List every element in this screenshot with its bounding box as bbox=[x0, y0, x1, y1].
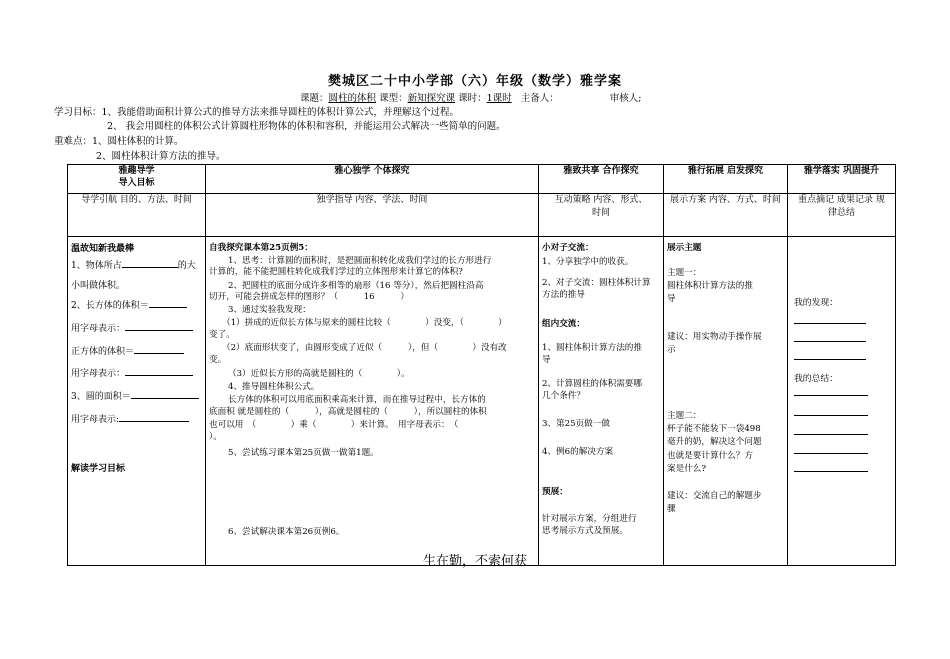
subheader-col-4: 展示方案 内容、方式、时间 bbox=[664, 194, 788, 237]
lesson-info-line bbox=[300, 90, 641, 104]
self-study-cell bbox=[206, 237, 539, 566]
header-col-3: 雅致共享 合作探究 bbox=[539, 165, 664, 194]
header-col-2: 雅心独学 个体探究 bbox=[206, 165, 539, 194]
cooperation-cell bbox=[539, 237, 664, 566]
group-exchange-item-1: 1、圆柱体积计算方法的推 bbox=[542, 343, 642, 353]
summary-line-3[interactable] bbox=[794, 434, 868, 435]
theme-1-advice-end: 示 bbox=[667, 345, 676, 355]
self-study-line-5: 3、通过实验我发现： bbox=[228, 305, 311, 315]
review-q2-formula: 用字母表示： bbox=[71, 321, 193, 334]
self-study-line-6: （1）拼成的近似长方体与原来的圆柱比较（ ）没变，（ ） bbox=[222, 318, 507, 328]
self-study-line-15: ）。 bbox=[209, 432, 222, 442]
theme-1-label: 主题一： bbox=[667, 268, 702, 278]
presentation-title: 展示主题 bbox=[667, 243, 702, 253]
reviewer-label: 审核人; bbox=[609, 93, 642, 104]
theme-2-line-2: 毫升的奶，解决这个问题 bbox=[667, 437, 762, 447]
my-summary-label: 我的总结： bbox=[794, 374, 838, 384]
review-objectives-note: 解读学习目标 bbox=[71, 464, 126, 474]
self-study-line-2: 计算的，能不能把圆柱转化成我们学过的立体图形来计算它的体积? bbox=[209, 267, 463, 277]
summary-line-4[interactable] bbox=[794, 453, 868, 454]
preview-line-1: 针对展示方案，分组进行 bbox=[542, 514, 637, 524]
period-label: 课时： bbox=[458, 93, 487, 104]
review-q3-formula: 用字母表示： bbox=[71, 366, 193, 379]
group-exchange-item-1b: 导 bbox=[542, 355, 551, 365]
objective-line-1: 学习目标：1、我能借助面积计算公式的推导方法来推导圆柱的体积计算公式，并理解这个过程。 bbox=[54, 107, 460, 118]
subheader-col-3: 互动策略 内容、形式、时间 bbox=[539, 194, 664, 237]
review-q1-end: 小叫做体积。 bbox=[71, 281, 126, 291]
pair-exchange-title: 小对子交流： bbox=[542, 243, 594, 253]
presentation-cell bbox=[664, 237, 788, 566]
footer-motto: 生在勤，不索何获 bbox=[422, 554, 527, 569]
review-q4-formula: 用字母表示: bbox=[71, 412, 189, 425]
summary-line-1[interactable] bbox=[794, 395, 868, 396]
group-exchange-item-2: 2、计算圆柱的体积需要哪 bbox=[542, 379, 642, 389]
theme-2-advice: 建议：交流自己的解题步 bbox=[667, 491, 762, 501]
self-study-line-12: 长方体的体积可以用底面积乘高来计算，而在推导过程中，长方体的 bbox=[228, 395, 486, 405]
group-exchange-title: 组内交流： bbox=[542, 319, 585, 329]
review-q4: 3、圆的面积＝ bbox=[71, 389, 199, 402]
self-study-line-16: 5、尝试练习课本第25页做一做第1题。 bbox=[228, 448, 379, 458]
author-label: 主备人： bbox=[520, 93, 559, 104]
review-cell bbox=[68, 237, 206, 566]
self-study-line-14: 也可以用 （ ）乘（ ）来计算。 用字母表示： （ bbox=[209, 420, 459, 430]
topic-label: 课题： bbox=[300, 93, 329, 104]
self-study-line-7: 变了。 bbox=[209, 330, 235, 340]
summary-line-5[interactable] bbox=[794, 471, 868, 472]
findings-line-1[interactable] bbox=[794, 323, 866, 324]
document-title: 樊城区二十中小学部（六）年级（数学）雅学案 bbox=[327, 74, 622, 89]
preview-line-2: 思考展示方式及预展。 bbox=[542, 526, 628, 536]
header-col-5: 雅学落实 巩固提升 bbox=[788, 165, 896, 194]
header-col-4: 雅行拓展 启发探究 bbox=[664, 165, 788, 194]
theme-1-line-2: 导 bbox=[667, 294, 676, 304]
theme-2-line-1: 杯子能不能装下一袋498 bbox=[667, 424, 761, 434]
group-exchange-item-2b: 几个条件？ bbox=[542, 391, 585, 401]
review-title: 温故知新我最棒 bbox=[71, 244, 135, 254]
keypoint-line-1: 重难点：1、圆柱体积的计算。 bbox=[54, 136, 184, 147]
objective-line-2: 2、 我会用圆柱的体积公式计算圆柱形物体的体积和容积，并能运用公式解决一些简单的问题。 bbox=[107, 121, 506, 132]
self-study-line-4: 切开，可能会拼成怎样的图形？（ 16 ） bbox=[209, 292, 409, 302]
theme-1-advice: 建议：用实物动手操作展 bbox=[667, 332, 762, 342]
subheader-col-1: 导学引航 目的、方法、时间 bbox=[68, 194, 206, 237]
theme-1-line-1: 圆柱体积计算方法的推 bbox=[667, 281, 753, 291]
table-subheader-row bbox=[68, 194, 896, 237]
my-findings-label: 我的发现： bbox=[794, 298, 838, 308]
pair-exchange-item-2: 2、对子交流：圆柱体积计算 bbox=[542, 278, 651, 288]
pair-exchange-item-2b: 方法的推导 bbox=[542, 290, 585, 300]
topic-value: 圆柱的体积 bbox=[328, 93, 377, 104]
theme-2-line-3: 也就是要计算什么？方 bbox=[667, 451, 753, 461]
findings-line-2[interactable] bbox=[794, 341, 866, 342]
self-study-line-17: 6、尝试解决课本第26页例6。 bbox=[228, 527, 345, 537]
subheader-col-2: 独学指导 内容、学法、时间 bbox=[206, 194, 539, 237]
subheader-col-5: 重点摘记 成果记录 规律总结 bbox=[788, 194, 896, 237]
self-study-line-8: （2）底面形状变了，由圆形变成了近似（ ），但（ ）没有改 bbox=[222, 343, 507, 353]
type-value: 新知探究课 bbox=[407, 93, 456, 104]
review-q1: 1、物体所占 的大 bbox=[71, 258, 196, 271]
lesson-plan-table bbox=[67, 164, 896, 566]
self-study-line-1: 1、思考：计算圆的面积时，是把圆面积转化成我们学过的长方形进行 bbox=[228, 256, 492, 266]
header-col-1: 雅趣导学 导入目标 bbox=[68, 165, 206, 194]
group-exchange-item-4: 4、例6的解决方案 bbox=[542, 447, 614, 457]
period-value: 1课时 bbox=[486, 93, 512, 104]
self-study-line-10: （3）近似长方形的高就是圆柱的（ ）。 bbox=[228, 369, 410, 379]
theme-2-line-4: 案是什么? bbox=[667, 464, 706, 474]
notes-cell bbox=[788, 237, 896, 566]
table-body-row bbox=[68, 237, 896, 566]
review-q3: 正方体的体积＝ bbox=[71, 344, 184, 357]
findings-line-3[interactable] bbox=[794, 359, 866, 360]
self-study-line-11: 4、推导圆柱体积公式。 bbox=[228, 382, 320, 392]
pair-exchange-item-1: 1、分享独学中的收获。 bbox=[542, 257, 634, 267]
self-study-line-13: 底面积 就是圆柱的（ ），高就是圆柱的（ ），所以圆柱的体积 bbox=[209, 407, 487, 417]
self-study-title: 自我探究课本第25页例5： bbox=[209, 243, 313, 253]
preview-title: 预展： bbox=[542, 487, 568, 497]
summary-line-2[interactable] bbox=[794, 415, 868, 416]
table-header-row bbox=[68, 165, 896, 194]
keypoint-line-2: 2、圆柱体积计算方法的推导。 bbox=[96, 151, 226, 162]
self-study-line-9: 变。 bbox=[209, 355, 227, 365]
group-exchange-item-3: 3、第25页做一做 bbox=[542, 419, 610, 429]
review-q2: 2、长方体的体积＝ bbox=[71, 298, 187, 311]
theme-2-advice-end: 骤 bbox=[667, 504, 676, 514]
type-label: 课型： bbox=[379, 93, 408, 104]
theme-2-label: 主题二： bbox=[667, 411, 702, 421]
self-study-line-3: 2、把圆柱的底面分成许多相等的扇形（16 等分），然后把圆柱沿高 bbox=[228, 281, 484, 291]
